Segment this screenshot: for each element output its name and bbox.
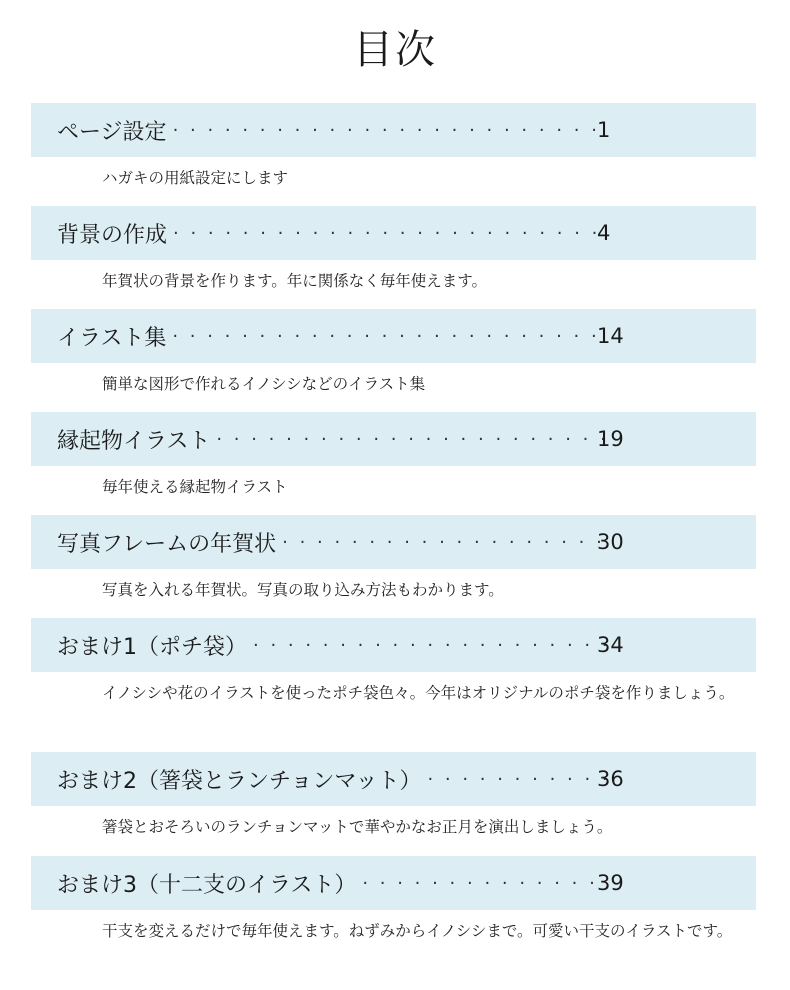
toc-entry[interactable] xyxy=(31,412,756,502)
toc-entry-header[interactable] xyxy=(31,618,756,672)
toc-entry-title: 写真フレームの年賀状 xyxy=(57,531,277,557)
toc-page-number: 34 xyxy=(597,633,624,657)
toc-page-number: 36 xyxy=(597,767,624,791)
toc-page-number: 39 xyxy=(597,871,624,895)
toc-entry-title: おまけ3（十二支のイラスト） xyxy=(57,872,357,898)
dot-leader xyxy=(253,635,606,656)
toc-entry-header[interactable] xyxy=(31,309,756,363)
page-title: 目次 xyxy=(353,27,437,73)
toc-entry-description: 干支を変えるだけで毎年使えます。ねずみからイノシシまで。可愛い干支のイラストです。 xyxy=(102,922,733,940)
toc-entry-title: 背景の作成 xyxy=(57,222,168,248)
toc-entry-description: イノシシや花のイラストを使ったポチ袋色々。今年はオリジナルのポチ袋を作りましょう。 xyxy=(102,684,735,702)
toc-entry-description: 毎年使える縁起物イラスト xyxy=(102,478,288,496)
toc-entry-header[interactable] xyxy=(31,515,756,569)
toc-entry-description: 写真を入れる年賀状。写真の取り込み方法もわかります。 xyxy=(102,581,504,599)
toc-entry-title: ページ設定 xyxy=(57,119,167,145)
toc-entry[interactable] xyxy=(31,206,756,296)
toc-page-number: 1 xyxy=(597,118,611,142)
toc-entry[interactable] xyxy=(31,856,756,946)
toc-entry-header[interactable] xyxy=(31,103,756,157)
toc-entry-header[interactable] xyxy=(31,856,756,910)
toc-entry-description: ハガキの用紙設定にします xyxy=(102,169,289,187)
toc-entry[interactable] xyxy=(31,515,756,605)
dot-leader xyxy=(173,223,606,244)
toc-entry-title: おまけ2（箸袋とランチョンマット） xyxy=(57,768,422,794)
toc-entry[interactable] xyxy=(31,618,756,708)
toc-page-number: 4 xyxy=(597,221,611,245)
dot-leader xyxy=(216,429,606,450)
dot-leader xyxy=(172,326,606,347)
toc-entry-title: イラスト集 xyxy=(57,325,167,351)
toc-page-number: 14 xyxy=(597,324,624,348)
toc-page-number: 19 xyxy=(597,427,624,451)
toc-entry-description: 箸袋とおそろいのランチョンマットで華やかなお正月を演出しましょう。 xyxy=(102,818,613,836)
toc-page-number: 30 xyxy=(597,530,624,554)
toc-entry-header[interactable] xyxy=(31,412,756,466)
dot-leader xyxy=(362,873,606,894)
dot-leader xyxy=(173,120,606,141)
dot-leader xyxy=(282,532,606,553)
toc-entry[interactable] xyxy=(31,103,756,193)
toc-entry-description: 年賀状の背景を作ります。年に関係なく毎年使えます。 xyxy=(102,272,488,290)
toc-entry[interactable] xyxy=(31,309,756,399)
toc-entry-description: 簡単な図形で作れるイノシシなどのイラスト集 xyxy=(102,375,426,393)
toc-entry-header[interactable] xyxy=(31,752,756,806)
dot-leader xyxy=(427,769,606,790)
toc-entry-title: おまけ1（ポチ袋） xyxy=(57,634,247,660)
toc-entry-header[interactable] xyxy=(31,206,756,260)
toc-entry-title: 縁起物イラスト xyxy=(57,428,211,454)
toc-entry[interactable] xyxy=(31,752,756,842)
